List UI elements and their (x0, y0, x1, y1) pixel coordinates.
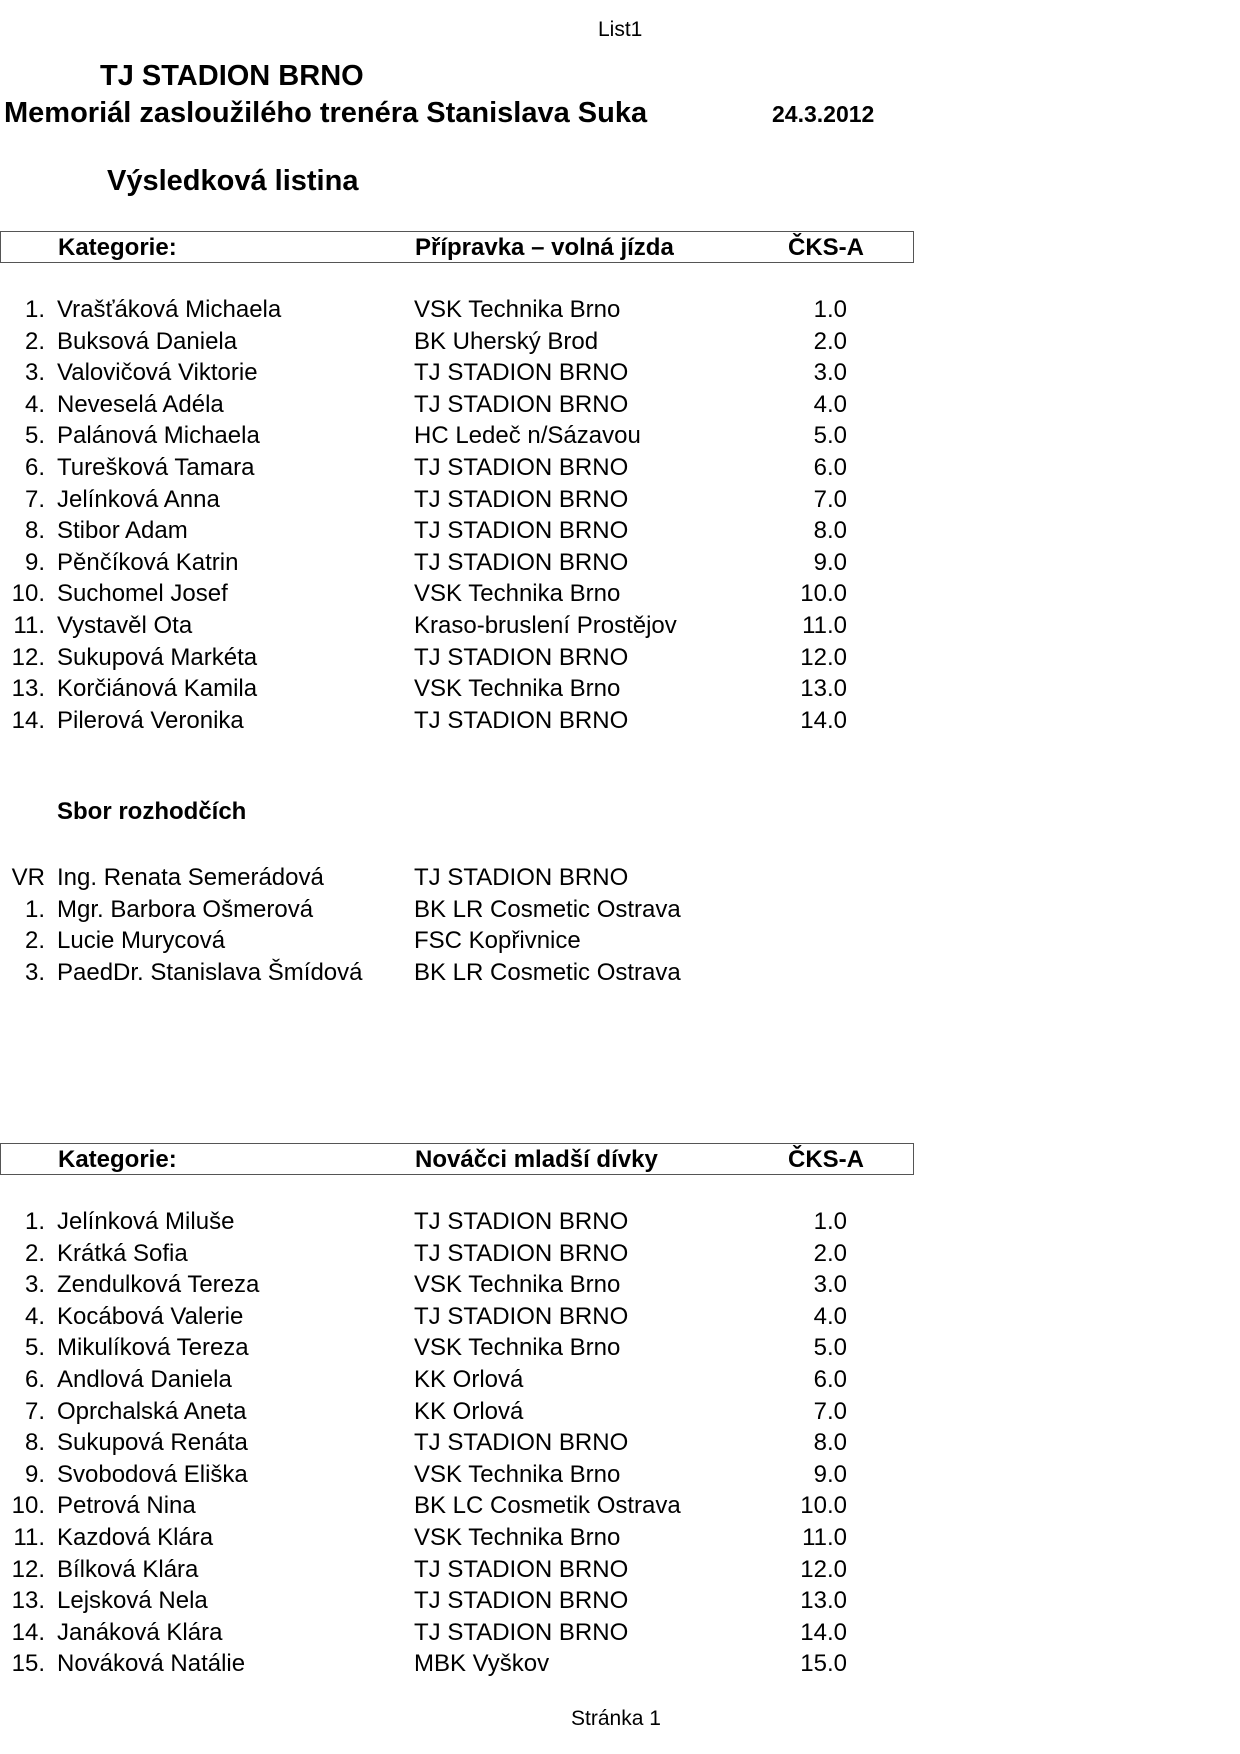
row-score: 4.0 (813, 390, 847, 418)
row-score: 9.0 (813, 1460, 847, 1488)
row-rank: 9. (24, 1460, 45, 1488)
table-row (0, 1459, 914, 1491)
table-row (0, 515, 914, 547)
row-rank: VR (11, 864, 45, 891)
row-rank: 2. (24, 1239, 45, 1267)
table-row (0, 1301, 914, 1333)
row-score: 10.0 (800, 1492, 847, 1520)
row-rank: 11. (13, 1523, 45, 1551)
table-row (0, 326, 914, 358)
page-footer: Stránka 1 (571, 1707, 661, 1730)
row-name: Lucie Murycová (57, 927, 226, 955)
row-score: 3.0 (813, 1271, 847, 1299)
row-rank: 7. (24, 1397, 45, 1425)
row-rank: 5. (24, 422, 45, 450)
row-rank: 11. (13, 611, 45, 639)
table-row (0, 389, 914, 421)
row-rank: 5. (24, 1334, 45, 1362)
row-club: BK Uherský Brod (414, 327, 599, 355)
table-row (0, 1617, 914, 1649)
row-rank: 10. (11, 1492, 45, 1520)
table-row (0, 578, 914, 610)
row-club: VSK Technika Brno (414, 296, 621, 323)
row-club: VSK Technika Brno (414, 1523, 621, 1551)
row-score: 6.0 (813, 453, 847, 481)
table-row (0, 1648, 914, 1680)
table-row (0, 1396, 914, 1428)
table-row (0, 925, 914, 957)
row-score: 5.0 (813, 422, 847, 450)
row-club: TJ STADION BRNO (414, 548, 629, 576)
row-club: TJ STADION BRNO (414, 1239, 629, 1267)
judges-title: Sbor rozhodčích (57, 798, 247, 825)
row-rank: 13. (11, 1587, 45, 1615)
row-club: TJ STADION BRNO (414, 453, 629, 481)
row-name: Lejsková Nela (57, 1587, 208, 1615)
row-score: 4.0 (813, 1302, 847, 1330)
row-score: 6.0 (813, 1365, 847, 1393)
row-rank: 15. (11, 1650, 45, 1678)
judges-list (0, 862, 914, 988)
row-name: Krátká Sofia (57, 1239, 188, 1267)
row-club: HC Ledeč n/Sázavou (414, 422, 641, 450)
row-score: 10.0 (800, 580, 847, 608)
row-name: Buksová Daniela (57, 327, 238, 355)
row-club: Kraso-bruslení Prostějov (414, 611, 677, 639)
row-club: KK Orlová (414, 1365, 524, 1393)
row-club: VSK Technika Brno (414, 1334, 621, 1362)
row-club: VSK Technika Brno (414, 580, 621, 608)
row-score: 14.0 (800, 706, 847, 734)
row-name: PaedDr. Stanislava Šmídová (57, 958, 363, 986)
row-club: TJ STADION BRNO (414, 1208, 629, 1235)
row-name: Janáková Klára (57, 1618, 223, 1646)
row-name: Palánová Michaela (57, 422, 260, 450)
row-score: 2.0 (813, 1239, 847, 1267)
row-name: Mgr. Barbora Ošmerová (57, 895, 314, 923)
row-score: 8.0 (813, 517, 847, 545)
row-score: 8.0 (813, 1429, 847, 1457)
row-name: Korčiánová Kamila (57, 675, 258, 703)
table-row (0, 1585, 914, 1617)
table-row (0, 894, 914, 926)
row-score: 2.0 (813, 327, 847, 355)
results-table-1 (0, 294, 914, 736)
scoring-system: ČKS-A (788, 1146, 864, 1173)
row-rank: 8. (24, 517, 45, 545)
row-score: 7.0 (813, 485, 847, 513)
row-rank: 8. (24, 1429, 45, 1457)
row-name: Mikulíková Tereza (57, 1334, 249, 1362)
row-rank: 10. (11, 580, 45, 608)
row-score: 15.0 (800, 1650, 847, 1678)
row-name: Suchomel Josef (57, 580, 228, 608)
row-name: Jelínková Miluše (57, 1208, 235, 1235)
row-rank: 6. (24, 453, 45, 481)
row-club: TJ STADION BRNO (414, 1587, 629, 1615)
row-name: Pěnčíková Katrin (57, 548, 239, 576)
table-row (0, 294, 914, 326)
category-label: Kategorie: (58, 234, 177, 261)
row-club: BK LR Cosmetic Ostrava (414, 895, 681, 923)
row-name: Kocábová Valerie (57, 1302, 244, 1330)
row-name: Oprchalská Aneta (57, 1397, 247, 1425)
scoring-system: ČKS-A (788, 234, 864, 261)
row-club: TJ STADION BRNO (414, 706, 629, 734)
row-name: Kazdová Klára (57, 1523, 214, 1551)
row-club: VSK Technika Brno (414, 1460, 621, 1488)
table-row (0, 862, 914, 894)
row-name: Valovičová Viktorie (57, 359, 258, 387)
row-club: TJ STADION BRNO (414, 390, 629, 418)
row-name: Sukupová Markéta (57, 643, 258, 671)
table-row (0, 642, 914, 674)
row-name: Nováková Natálie (57, 1650, 246, 1678)
row-rank: 3. (24, 1271, 45, 1299)
row-club: TJ STADION BRNO (414, 517, 629, 545)
row-rank: 14. (11, 1618, 45, 1646)
table-row (0, 1522, 914, 1554)
row-club: TJ STADION BRNO (414, 643, 629, 671)
row-score: 13.0 (800, 1587, 847, 1615)
row-rank: 3. (24, 359, 45, 387)
row-rank: 12. (11, 1555, 45, 1583)
category-header-1 (0, 231, 914, 263)
row-name: Vrašťáková Michaela (57, 296, 282, 323)
row-score: 14.0 (800, 1618, 847, 1646)
table-row (0, 1364, 914, 1396)
club-title: TJ STADION BRNO (100, 60, 364, 92)
row-score: 1.0 (813, 1208, 847, 1235)
row-score: 3.0 (813, 359, 847, 387)
row-club: VSK Technika Brno (414, 675, 621, 703)
row-score: 13.0 (800, 675, 847, 703)
table-row (0, 673, 914, 705)
row-rank: 6. (24, 1365, 45, 1393)
row-score: 12.0 (800, 643, 847, 671)
category-header-2 (0, 1143, 914, 1175)
table-row (0, 420, 914, 452)
row-club: TJ STADION BRNO (414, 359, 629, 387)
row-rank: 2. (24, 327, 45, 355)
row-score: 12.0 (800, 1555, 847, 1583)
row-rank: 1. (24, 895, 45, 923)
table-row (0, 452, 914, 484)
row-club: TJ STADION BRNO (414, 864, 629, 891)
row-name: Petrová Nina (57, 1492, 196, 1520)
category-name: Přípravka – volná jízda (415, 234, 674, 261)
row-rank: 13. (11, 675, 45, 703)
table-row (0, 357, 914, 389)
row-name: Zendulková Tereza (57, 1271, 260, 1299)
row-club: BK LR Cosmetic Ostrava (414, 958, 681, 986)
category-label: Kategorie: (58, 1146, 177, 1173)
row-name: Bílková Klára (57, 1555, 199, 1583)
row-score: 11.0 (802, 611, 847, 639)
row-name: Pilerová Veronika (57, 706, 244, 734)
table-row (0, 484, 914, 516)
row-score: 9.0 (813, 548, 847, 576)
row-name: Andlová Daniela (57, 1365, 232, 1393)
row-club: BK LC Cosmetik Ostrava (414, 1492, 681, 1520)
row-name: Vystavěl Ota (57, 611, 193, 639)
table-row (0, 1490, 914, 1522)
table-row (0, 1269, 914, 1301)
row-name: Sukupová Renáta (57, 1429, 248, 1457)
category-name: Nováčci mladší dívky (415, 1146, 658, 1173)
table-row (0, 957, 914, 989)
row-club: VSK Technika Brno (414, 1271, 621, 1299)
row-name: Ing. Renata Semerádová (57, 864, 324, 891)
row-rank: 9. (24, 548, 45, 576)
row-score: 1.0 (813, 296, 847, 323)
row-club: FSC Kopřivnice (414, 927, 581, 955)
sheet-name: List1 (598, 18, 643, 41)
row-club: TJ STADION BRNO (414, 485, 629, 513)
row-name: Turešková Tamara (57, 453, 255, 481)
results-table-2 (0, 1206, 914, 1680)
table-row (0, 1427, 914, 1459)
row-rank: 4. (24, 1302, 45, 1330)
table-row (0, 1554, 914, 1586)
table-row (0, 705, 914, 737)
row-name: Stibor Adam (57, 517, 188, 545)
row-club: TJ STADION BRNO (414, 1429, 629, 1457)
row-club: TJ STADION BRNO (414, 1555, 629, 1583)
event-title: Memoriál zasloužilého trenéra Stanislava Suka (4, 97, 648, 129)
row-score: 5.0 (813, 1334, 847, 1362)
results-list-title: Výsledková listina (107, 165, 359, 197)
table-row (0, 547, 914, 579)
table-row (0, 610, 914, 642)
row-club: KK Orlová (414, 1397, 524, 1425)
row-rank: 2. (24, 927, 45, 955)
row-name: Svobodová Eliška (57, 1460, 248, 1488)
table-row (0, 1206, 914, 1238)
row-rank: 7. (24, 485, 45, 513)
row-name: Neveselá Adéla (57, 390, 224, 418)
row-rank: 14. (11, 706, 45, 734)
row-rank: 12. (11, 643, 45, 671)
row-rank: 3. (24, 958, 45, 986)
row-club: MBK Vyškov (414, 1650, 550, 1678)
row-club: TJ STADION BRNO (414, 1302, 629, 1330)
event-date: 24.3.2012 (772, 101, 875, 127)
row-name: Jelínková Anna (57, 485, 220, 513)
row-rank: 1. (24, 296, 45, 323)
row-rank: 4. (24, 390, 45, 418)
row-score: 7.0 (813, 1397, 847, 1425)
table-row (0, 1332, 914, 1364)
table-row (0, 1238, 914, 1270)
row-rank: 1. (24, 1208, 45, 1235)
row-score: 11.0 (802, 1523, 847, 1551)
row-club: TJ STADION BRNO (414, 1618, 629, 1646)
